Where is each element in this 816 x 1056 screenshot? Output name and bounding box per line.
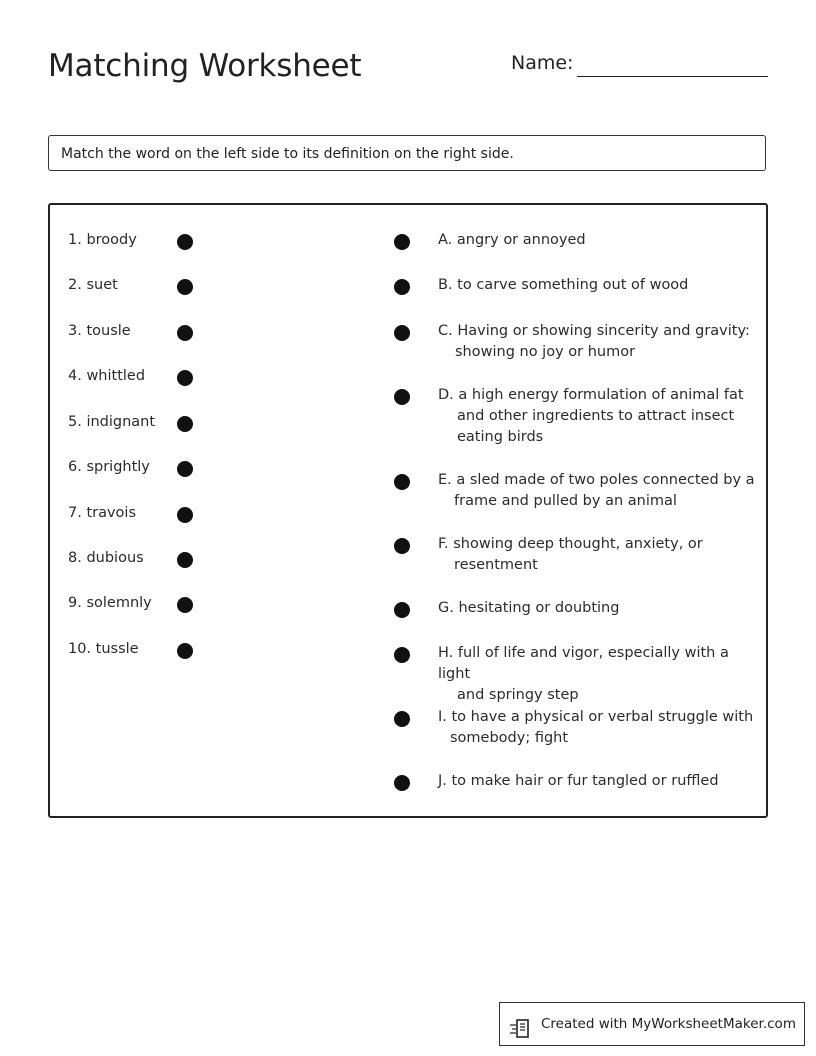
definition-line: resentment (454, 557, 538, 573)
word-item: 5. indignant (68, 414, 156, 430)
definition-item (438, 321, 756, 363)
definition-match-dot[interactable] (394, 538, 410, 554)
definition-match-dot[interactable] (394, 325, 410, 341)
definition-line: A. angry or annoyed (438, 232, 586, 248)
word-item: 10. tussle (68, 641, 139, 657)
word-item: 1. broody (68, 232, 137, 248)
definition-line: eating birds (457, 429, 544, 445)
definition-line: somebody; fight (450, 730, 569, 746)
definition-item (438, 275, 756, 296)
word-match-dot[interactable] (177, 461, 193, 477)
word-item: 4. whittled (68, 368, 146, 384)
word-item: 3. tousle (68, 323, 131, 339)
definition-line: and springy step (457, 687, 579, 703)
word-match-dot[interactable] (177, 325, 193, 341)
footer-credit[interactable] (499, 1002, 805, 1046)
definition-match-dot[interactable] (394, 602, 410, 618)
definition-item (438, 707, 756, 749)
word-item: 8. dubious (68, 550, 144, 566)
word-match-dot[interactable] (177, 234, 193, 250)
definition-match-dot[interactable] (394, 389, 410, 405)
definition-line: H. full of life and vigor, especially with a light (438, 645, 729, 682)
definition-item (438, 643, 756, 706)
definition-line: G. hesitating or doubting (438, 600, 620, 616)
definition-item (438, 230, 756, 251)
name-input-line[interactable] (577, 76, 768, 77)
definition-line: showing no joy or humor (455, 344, 636, 360)
definition-match-dot[interactable] (394, 474, 410, 490)
word-item: 2. suet (68, 277, 118, 293)
word-match-dot[interactable] (177, 507, 193, 523)
definition-item (438, 470, 756, 512)
word-match-dot[interactable] (177, 279, 193, 295)
definition-match-dot[interactable] (394, 647, 410, 663)
worksheet-maker-logo-icon (510, 1014, 532, 1034)
page-title: Matching Worksheet (48, 48, 362, 84)
word-match-dot[interactable] (177, 643, 193, 659)
word-item: 9. solemnly (68, 595, 152, 611)
name-label: Name: (511, 52, 574, 74)
definition-line: D. a high energy formulation of animal fat (438, 387, 744, 403)
definition-line: C. Having or showing sincerity and gravity: (438, 323, 750, 339)
definition-match-dot[interactable] (394, 279, 410, 295)
word-match-dot[interactable] (177, 416, 193, 432)
definition-line: J. to make hair or fur tangled or ruffled (438, 773, 719, 789)
definition-match-dot[interactable] (394, 775, 410, 791)
definition-line: I. to have a physical or verbal struggle with (438, 709, 754, 725)
definition-item (438, 771, 756, 792)
instructions-box: Match the word on the left side to its definition on the right side. (48, 135, 766, 171)
word-match-dot[interactable] (177, 552, 193, 568)
definition-line: F. showing deep thought, anxiety, or (438, 536, 703, 552)
definition-match-dot[interactable] (394, 234, 410, 250)
definition-match-dot[interactable] (394, 711, 410, 727)
definition-item (438, 534, 756, 576)
word-item: 7. travois (68, 505, 137, 521)
definition-line: frame and pulled by an animal (454, 493, 677, 509)
matching-box (48, 203, 768, 818)
definition-item (438, 385, 756, 448)
definition-item (438, 598, 756, 619)
word-item: 6. sprightly (68, 459, 150, 475)
footer-text: Created with MyWorksheetMaker.com (541, 1016, 796, 1032)
word-match-dot[interactable] (177, 370, 193, 386)
definition-line: E. a sled made of two poles connected by a (438, 472, 755, 488)
definition-line: and other ingredients to attract insect (457, 408, 735, 424)
word-match-dot[interactable] (177, 597, 193, 613)
definition-line: B. to carve something out of wood (438, 277, 689, 293)
